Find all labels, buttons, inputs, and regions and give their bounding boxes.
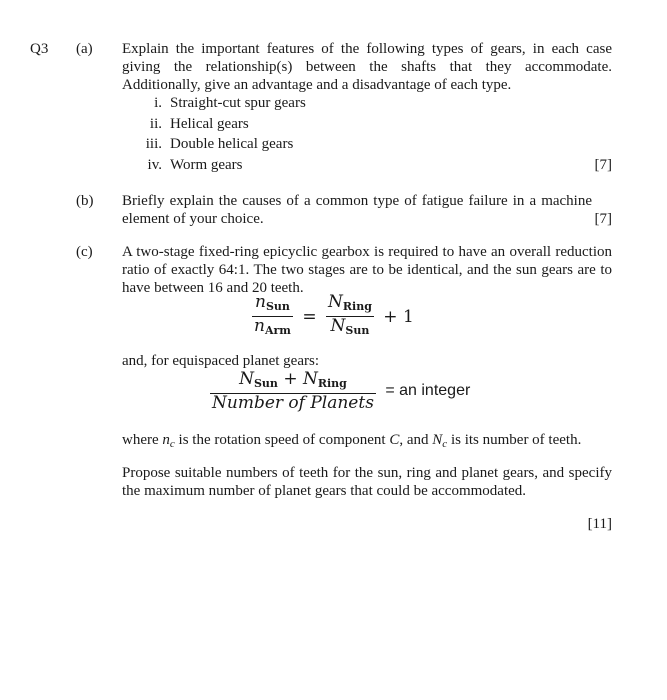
list-item-text: Straight-cut spur gears xyxy=(170,95,306,111)
part-a-label: (a) xyxy=(76,41,93,57)
list-item-number: iii. xyxy=(145,136,162,152)
propose-text: Propose suitable numbers of teeth for the sun, ring and planet gears, and specify the maximum number of planet gears that could be accommodated. xyxy=(122,465,612,499)
list-item-number: ii. xyxy=(149,116,162,132)
and-text: and, for equispaced planet gears: xyxy=(122,353,319,369)
part-c-marks: [11] xyxy=(587,516,612,532)
equation-speed-ratio: $\frac{n_{Sun}}{n_{Arm}}$ = $\frac{N_{Ring}}{N_{Sun}}$ + 1 xyxy=(252,293,418,340)
part-b-label: (b) xyxy=(76,193,94,209)
fraction-teeth: $\frac{N_{Ring}}{N_{Sun}}$ xyxy=(326,293,374,340)
part-a-marks: [7] xyxy=(594,157,612,173)
where-text: where $n_c$ is the rotation speed of component C, and $N_c$ is its number of teeth. xyxy=(122,432,582,450)
list-item-text: Helical gears xyxy=(170,116,249,132)
list-item-text: Double helical gears xyxy=(170,136,294,152)
list-item-number: i. xyxy=(154,95,162,111)
list-item-text: Worm gears xyxy=(170,157,243,173)
part-b-marks: [7] xyxy=(594,211,612,227)
part-b-text: Briefly explain the causes of a common type of fatigue failure in a machine element of your choice. xyxy=(122,193,592,227)
part-c-text: A two-stage fixed-ring epicyclic gearbox is required to have an overall reduction ratio of exactly 64:1. The two stages are to be identical, and the sun gears are to have between 16 and 20 teeth. xyxy=(122,244,612,296)
part-c-label: (c) xyxy=(76,244,93,260)
question-number: Q3 xyxy=(30,41,49,57)
equation-planets: $\frac{N_{Sun} + N_{Ring}}{\text{Number of Planets}}$ = an integer xyxy=(212,369,471,413)
fraction-speed: $\frac{n_{Sun}}{n_{Arm}}$ xyxy=(252,293,293,340)
fraction-planets: $\frac{N_{Sun} + N_{Ring}}{\text{Number of Planets}}$ xyxy=(212,369,374,413)
part-a-text: Explain the important features of the following types of gears, in each case giving the relationship(s) between the shafts that they accommodate. Additionally, give an advantage and a disadvantage of each type. xyxy=(122,41,612,93)
list-item-number: iv. xyxy=(147,157,162,173)
